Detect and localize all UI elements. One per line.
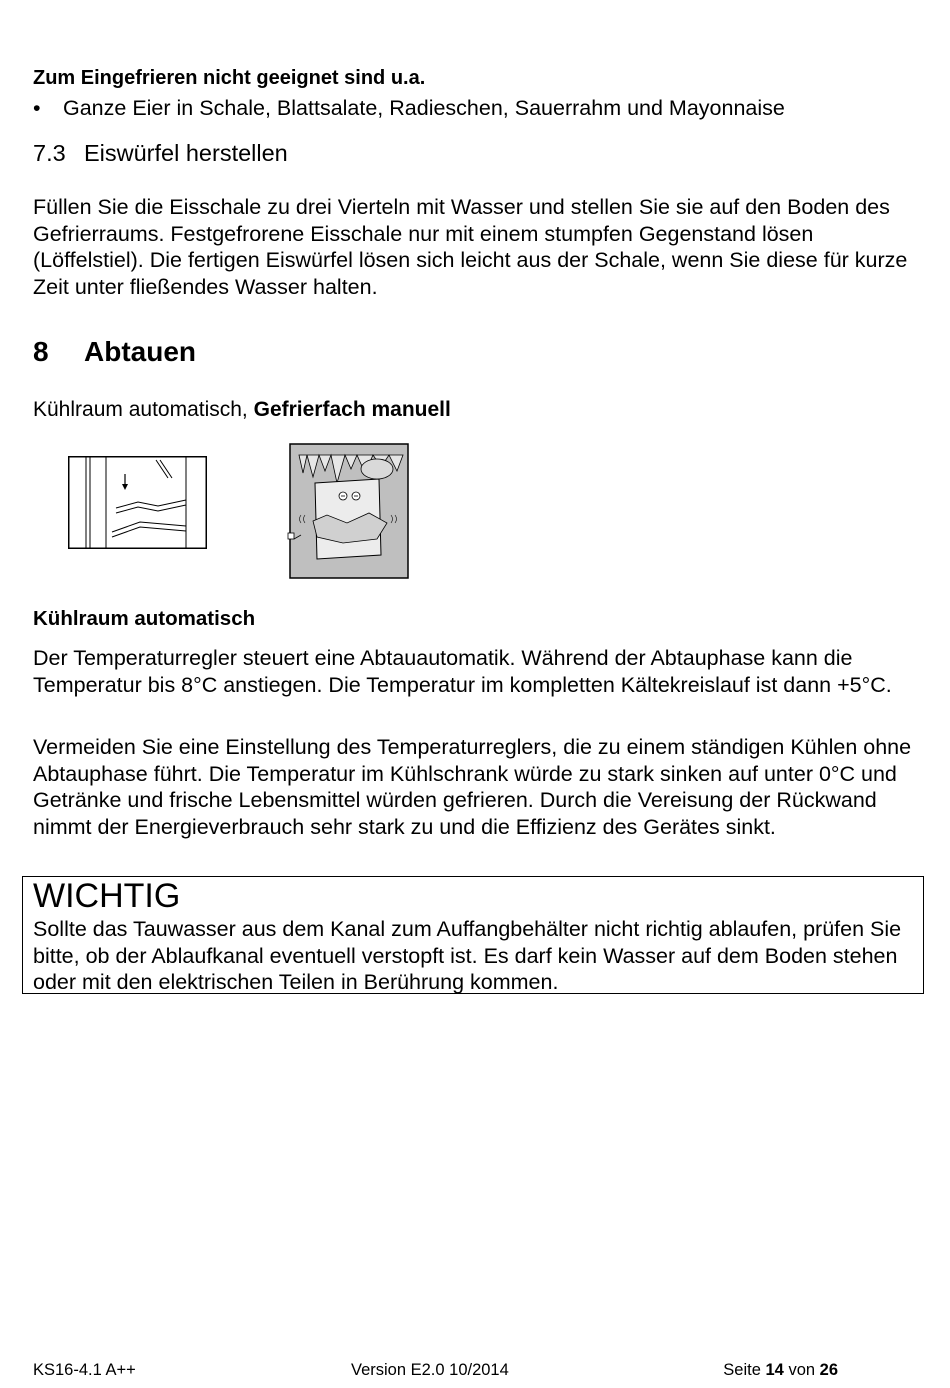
section-number: 7.3 bbox=[33, 140, 66, 166]
thermostat-warning-paragraph: Vermeiden Sie eine Einstellung des Temperaturreglers, die zu einem ständigen Kühlen ohne Abtauphase führt. Die Temperatur im Kühlschrank würde zu stark sinken auf unter 0°C und Getränke und frische Lebensmittel würden gefrieren. Durch die Vereisung der Rückwand nimmt der Energieverbrauch sehr stark zu und die Effizienz des Gerätes sinkt. bbox=[33, 735, 912, 839]
important-title: WICHTIG bbox=[33, 877, 181, 915]
section-8-heading bbox=[33, 336, 196, 368]
defrost-mode-normal: Kühlraum automatisch, bbox=[33, 398, 254, 421]
footer-page-number bbox=[723, 1361, 838, 1380]
bullet-symbol: • bbox=[33, 96, 41, 120]
page-footer bbox=[33, 1361, 838, 1383]
section-title: Eiswürfel herstellen bbox=[84, 140, 288, 166]
page-prefix: Seite bbox=[723, 1361, 766, 1379]
footer-version: Version E2.0 10/2014 bbox=[351, 1361, 509, 1379]
section-number: 8 bbox=[33, 336, 49, 367]
section-7-3-heading bbox=[33, 140, 288, 167]
bullet-text: Ganze Eier in Schale, Blattsalate, Radieschen, Sauerrahm und Mayonnaise bbox=[63, 96, 785, 120]
unsuitable-foods-bullet bbox=[33, 94, 785, 122]
freezer-ice-illustration bbox=[287, 443, 410, 580]
page-current: 14 bbox=[765, 1361, 784, 1379]
freezing-unsuitable-heading: Zum Eingefrieren nicht geeignet sind u.a. bbox=[33, 67, 426, 89]
important-notice-box bbox=[22, 876, 924, 994]
page-total: 26 bbox=[819, 1361, 838, 1379]
important-text: Sollte das Tauwasser aus dem Kanal zum Auffangbehälter nicht richtig ablaufen, prüfen Sie bitte, ob der Ablaufkanal eventuell verstopft ist. Es darf kein Wasser auf dem Boden stehen oder mit den elektrischen Teilen in Berührung kommen. bbox=[33, 917, 902, 994]
section-title: Abtauen bbox=[84, 336, 196, 367]
defrost-mode-bold: Gefrierfach manuell bbox=[253, 398, 451, 421]
fridge-auto-heading: Kühlraum automatisch bbox=[33, 607, 256, 630]
footer-model: KS16-4.1 A++ bbox=[33, 1361, 136, 1379]
ice-cube-paragraph: Füllen Sie die Eisschale zu drei Vierteln mit Wasser und stellen Sie sie auf den Boden des Gefrierraums. Festgefrorene Eisschale nur mit einem stumpfen Gegenstand lösen (Löffelstiel). Die fertigen Eiswürfel lösen sich leicht aus der Schale, wenn Sie diese für kurze Zeit unter fließendes Wasser halten. bbox=[33, 195, 908, 299]
page-mid: von bbox=[783, 1361, 820, 1379]
defrost-mode-line bbox=[33, 398, 451, 422]
fridge-drain-illustration bbox=[68, 456, 207, 549]
defrost-auto-paragraph: Der Temperaturregler steuert eine Abtauautomatik. Während der Abtauphase kann die Temperatur bis 8°C anstiegen. Die Temperatur im kompletten Kältekreislauf ist dann +5°C. bbox=[33, 646, 892, 697]
